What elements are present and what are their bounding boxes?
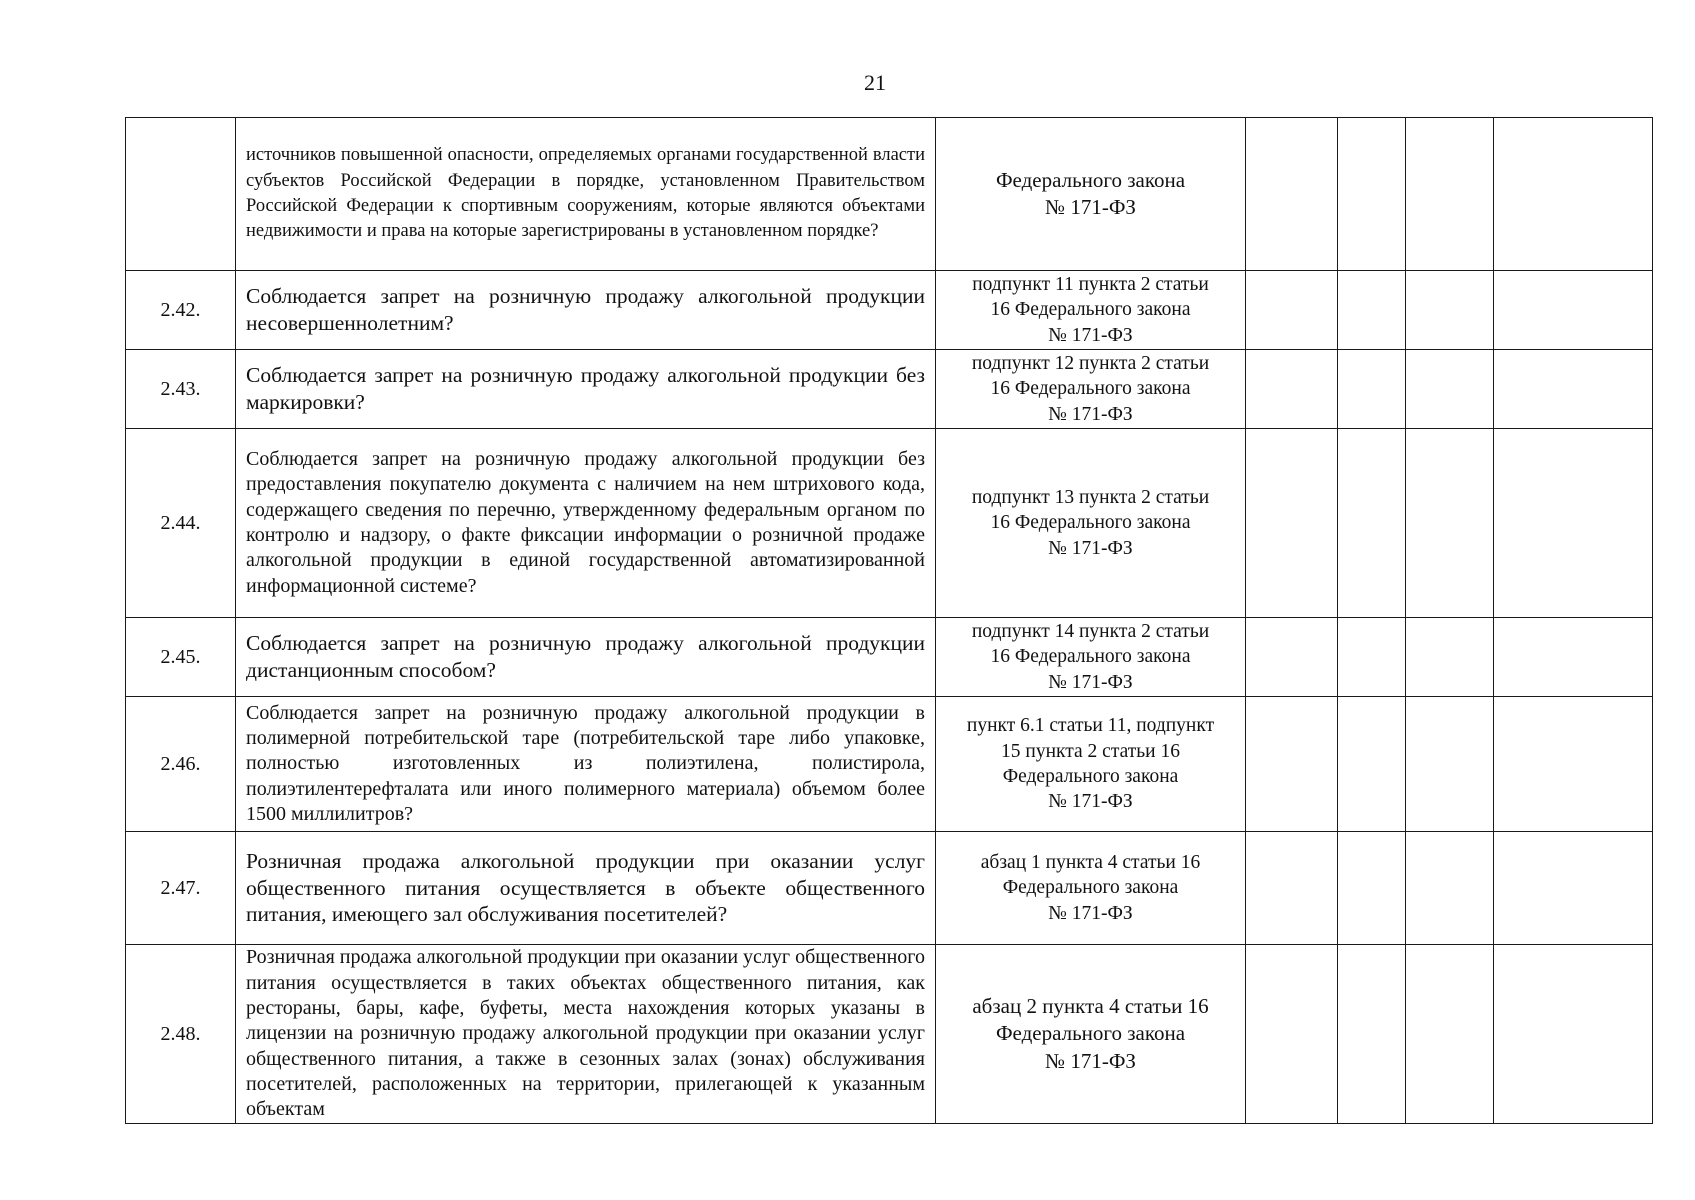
row-legal-basis: подпункт 12 пункта 2 статьи 16 Федерального закона № 171-ФЗ [936,350,1246,429]
table-row [126,118,1653,271]
answer-cell[interactable] [1338,118,1406,271]
answer-cell[interactable] [1406,832,1494,945]
row-number: 2.44. [126,429,236,618]
row-number: 2.48. [126,945,236,1124]
table-row [126,618,1653,697]
answer-cell[interactable] [1338,945,1406,1124]
table-row [126,350,1653,429]
answer-cell[interactable] [1246,945,1338,1124]
answer-cell[interactable] [1338,429,1406,618]
row-question: Соблюдается запрет на розничную продажу алкогольной продукции в полимерной потребительской таре (потребительской таре либо упаковке, полностью изготовленных из полиэтилена, полистирола, полиэтилентерефталата или иного полимерного материала) объемом более 1500 миллилитров? [236,697,936,832]
row-question: Соблюдается запрет на розничную продажу алкогольной продукции несовершеннолетним? [236,271,936,350]
answer-cell[interactable] [1406,945,1494,1124]
answer-cell[interactable] [1406,697,1494,832]
row-legal-basis: подпункт 14 пункта 2 статьи 16 Федерального закона № 171-ФЗ [936,618,1246,697]
answer-cell[interactable] [1494,350,1653,429]
row-legal-basis: пункт 6.1 статьи 11, подпункт 15 пункта 2 статьи 16 Федерального закона № 171-ФЗ [936,697,1246,832]
row-legal-basis: подпункт 13 пункта 2 статьи 16 Федерального закона № 171-ФЗ [936,429,1246,618]
answer-cell[interactable] [1246,118,1338,271]
answer-cell[interactable] [1494,271,1653,350]
answer-cell[interactable] [1338,618,1406,697]
row-question: Розничная продажа алкогольной продукции при оказании услуг общественного питания осуществляется в объекте общественного питания, имеющего зал обслуживания посетителей? [236,832,936,945]
answer-cell[interactable] [1246,832,1338,945]
answer-cell[interactable] [1494,697,1653,832]
answer-cell[interactable] [1338,832,1406,945]
row-legal-basis: Федерального закона № 171-ФЗ [936,118,1246,271]
answer-cell[interactable] [1246,697,1338,832]
answer-cell[interactable] [1246,618,1338,697]
table-row [126,697,1653,832]
row-question: источников повышенной опасности, определяемых органами государственной власти субъектов Российской Федерации в порядке, установленном Правительством Российской Федерации к спортивным сооружениям, которые являются объектами недвижимости и права на которые зарегистрированы в установленном порядке? [236,118,936,271]
answer-cell[interactable] [1494,832,1653,945]
answer-cell[interactable] [1246,350,1338,429]
answer-cell[interactable] [1494,618,1653,697]
page-number: 21 [864,70,886,95]
checklist-table [125,117,1653,1124]
table-row [126,832,1653,945]
row-number: 2.46. [126,697,236,832]
answer-cell[interactable] [1406,118,1494,271]
row-question: Розничная продажа алкогольной продукции при оказании услуг общественного питания осуществляется в таких объектах общественного питания, как рестораны, бары, кафе, буфеты, места нахождения которых указаны в лицензии на розничную продажу алкогольной продукции при оказании услуг общественного питания, а также в сезонных залах (зонах) обслуживания посетителей, расположенных на территории, прилегающей к указанным объектам [236,945,936,1124]
answer-cell[interactable] [1406,271,1494,350]
answer-cell[interactable] [1494,945,1653,1124]
table-row [126,429,1653,618]
answer-cell[interactable] [1246,271,1338,350]
row-number: 2.42. [126,271,236,350]
answer-cell[interactable] [1494,429,1653,618]
row-number [126,118,236,271]
row-number: 2.45. [126,618,236,697]
answer-cell[interactable] [1338,350,1406,429]
answer-cell[interactable] [1246,429,1338,618]
answer-cell[interactable] [1338,697,1406,832]
answer-cell[interactable] [1494,118,1653,271]
answer-cell[interactable] [1406,618,1494,697]
row-question: Соблюдается запрет на розничную продажу алкогольной продукции без предоставления покупателю документа с наличием на нем штрихового кода, содержащего сведения по перечню, утвержденному федеральным органом по контролю и надзору, о факте фиксации информации о розничной продаже алкогольной продукции в единой государственной автоматизированной информационной системе? [236,429,936,618]
answer-cell[interactable] [1406,350,1494,429]
row-legal-basis: абзац 2 пункта 4 статьи 16 Федерального закона № 171-ФЗ [936,945,1246,1124]
row-legal-basis: абзац 1 пункта 4 статьи 16 Федерального закона № 171-ФЗ [936,832,1246,945]
row-question: Соблюдается запрет на розничную продажу алкогольной продукции дистанционным способом? [236,618,936,697]
row-number: 2.47. [126,832,236,945]
row-legal-basis: подпункт 11 пункта 2 статьи 16 Федерального закона № 171-ФЗ [936,271,1246,350]
table-row [126,945,1653,1124]
table-row [126,271,1653,350]
answer-cell[interactable] [1338,271,1406,350]
row-question: Соблюдается запрет на розничную продажу алкогольной продукции без маркировки? [236,350,936,429]
answer-cell[interactable] [1406,429,1494,618]
row-number: 2.43. [126,350,236,429]
